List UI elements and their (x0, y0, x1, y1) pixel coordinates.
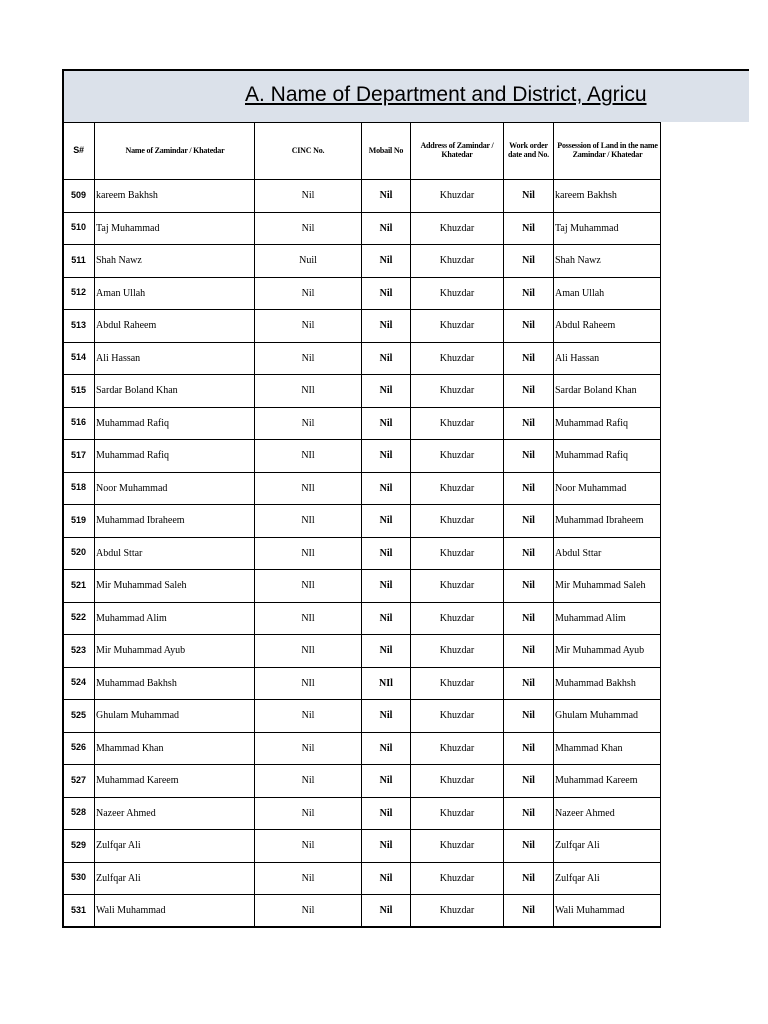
header-cnic: CINC No. (255, 123, 362, 180)
cell-cnic: Nuil (255, 245, 362, 278)
cell-possession: Noor Muhammad (554, 472, 661, 505)
cell-cnic: NIl (255, 505, 362, 538)
cell-possession: Muhammad Bakhsh (554, 667, 661, 700)
cell-mobile: Nil (362, 342, 411, 375)
table-row (63, 310, 661, 343)
cell-cnic: NIl (255, 537, 362, 570)
cell-address: Khuzdar (411, 700, 504, 733)
cell-work-order: Nil (504, 700, 554, 733)
cell-address: Khuzdar (411, 245, 504, 278)
cell-address: Khuzdar (411, 635, 504, 668)
cell-possession: Ghulam Muhammad (554, 700, 661, 733)
cell-cnic: NIl (255, 602, 362, 635)
cell-possession: Muhammad Rafiq (554, 407, 661, 440)
title-banner (62, 69, 749, 122)
cell-possession: kareem Bakhsh (554, 180, 661, 213)
cell-cnic: Nil (255, 407, 362, 440)
cell-address: Khuzdar (411, 505, 504, 538)
cell-address: Khuzdar (411, 375, 504, 408)
table-row (63, 700, 661, 733)
cell-mobile: Nil (362, 635, 411, 668)
cell-cnic: NIl (255, 667, 362, 700)
cell-sn: 511 (63, 245, 95, 278)
cell-sn: 515 (63, 375, 95, 408)
header-address: Address of Zamindar / Khatedar (411, 123, 504, 180)
header-name: Name of Zamindar / Khatedar (95, 123, 255, 180)
cell-work-order: Nil (504, 180, 554, 213)
cell-mobile: Nil (362, 570, 411, 603)
cell-possession: Mhammad Khan (554, 732, 661, 765)
cell-work-order: Nil (504, 212, 554, 245)
cell-name: Nazeer Ahmed (95, 797, 255, 830)
cell-name: kareem Bakhsh (95, 180, 255, 213)
cell-possession: Shah Nawz (554, 245, 661, 278)
cell-sn: 510 (63, 212, 95, 245)
cell-name: Abdul Sttar (95, 537, 255, 570)
cell-possession: Mir Muhammad Ayub (554, 635, 661, 668)
cell-name: Aman Ullah (95, 277, 255, 310)
cell-possession: Sardar Boland Khan (554, 375, 661, 408)
cell-possession: Wali Muhammad (554, 895, 661, 928)
cell-work-order: Nil (504, 245, 554, 278)
cell-address: Khuzdar (411, 732, 504, 765)
cell-address: Khuzdar (411, 667, 504, 700)
cell-cnic: Nil (255, 342, 362, 375)
cell-work-order: Nil (504, 862, 554, 895)
cell-sn: 518 (63, 472, 95, 505)
cell-cnic: NIl (255, 570, 362, 603)
table-row (63, 570, 661, 603)
cell-cnic: Nil (255, 310, 362, 343)
cell-mobile: Nil (362, 732, 411, 765)
table-row (63, 440, 661, 473)
cell-work-order: Nil (504, 765, 554, 798)
cell-possession: Muhammad Kareem (554, 765, 661, 798)
cell-cnic: NIl (255, 472, 362, 505)
cell-mobile: Nil (362, 440, 411, 473)
cell-mobile: Nil (362, 895, 411, 928)
cell-work-order: Nil (504, 310, 554, 343)
cell-name: Shah Nawz (95, 245, 255, 278)
header-work-order: Work order date and No. (504, 123, 554, 180)
cell-work-order: Nil (504, 407, 554, 440)
table-row (63, 862, 661, 895)
cell-sn: 523 (63, 635, 95, 668)
cell-name: Abdul Raheem (95, 310, 255, 343)
cell-mobile: NIl (362, 667, 411, 700)
cell-name: Wali Muhammad (95, 895, 255, 928)
cell-address: Khuzdar (411, 797, 504, 830)
cell-address: Khuzdar (411, 765, 504, 798)
cell-work-order: Nil (504, 505, 554, 538)
table-row (63, 342, 661, 375)
cell-possession: Zulfqar Ali (554, 830, 661, 863)
cell-sn: 522 (63, 602, 95, 635)
cell-sn: 514 (63, 342, 95, 375)
cell-name: Muhammad Rafiq (95, 407, 255, 440)
cell-address: Khuzdar (411, 212, 504, 245)
table-row (63, 407, 661, 440)
cell-work-order: Nil (504, 277, 554, 310)
cell-sn: 517 (63, 440, 95, 473)
table-row (63, 505, 661, 538)
cell-sn: 521 (63, 570, 95, 603)
cell-address: Khuzdar (411, 342, 504, 375)
cell-possession: Muhammad Ibraheem (554, 505, 661, 538)
cell-name: Mir Muhammad Ayub (95, 635, 255, 668)
cell-mobile: Nil (362, 310, 411, 343)
cell-mobile: Nil (362, 537, 411, 570)
cell-name: Muhammad Alim (95, 602, 255, 635)
cell-name: Noor Muhammad (95, 472, 255, 505)
data-sheet (62, 122, 660, 928)
cell-cnic: NIl (255, 375, 362, 408)
cell-mobile: Nil (362, 602, 411, 635)
cell-work-order: Nil (504, 830, 554, 863)
cell-mobile: Nil (362, 862, 411, 895)
cell-work-order: Nil (504, 895, 554, 928)
table-row (63, 212, 661, 245)
cell-sn: 512 (63, 277, 95, 310)
cell-work-order: Nil (504, 667, 554, 700)
cell-address: Khuzdar (411, 895, 504, 928)
table-row (63, 537, 661, 570)
cell-work-order: Nil (504, 797, 554, 830)
cell-sn: 528 (63, 797, 95, 830)
cell-sn: 525 (63, 700, 95, 733)
cell-possession: Abdul Sttar (554, 537, 661, 570)
cell-sn: 519 (63, 505, 95, 538)
cell-name: Zulfqar Ali (95, 830, 255, 863)
cell-possession: Nazeer Ahmed (554, 797, 661, 830)
table-row (63, 245, 661, 278)
cell-cnic: Nil (255, 895, 362, 928)
cell-possession: Zulfqar Ali (554, 862, 661, 895)
cell-possession: Abdul Raheem (554, 310, 661, 343)
cell-name: Muhammad Kareem (95, 765, 255, 798)
page-title: A. Name of Department and District, Agricu (245, 83, 647, 106)
cell-sn: 513 (63, 310, 95, 343)
cell-address: Khuzdar (411, 407, 504, 440)
cell-work-order: Nil (504, 732, 554, 765)
cell-sn: 530 (63, 862, 95, 895)
cell-mobile: Nil (362, 277, 411, 310)
cell-work-order: Nil (504, 472, 554, 505)
table-row (63, 765, 661, 798)
cell-sn: 509 (63, 180, 95, 213)
cell-cnic: Nil (255, 212, 362, 245)
cell-name: Taj Muhammad (95, 212, 255, 245)
cell-work-order: Nil (504, 602, 554, 635)
table-row (63, 375, 661, 408)
cell-name: Sardar Boland Khan (95, 375, 255, 408)
zamindar-table (62, 122, 661, 928)
cell-name: Ali Hassan (95, 342, 255, 375)
cell-cnic: NIl (255, 635, 362, 668)
cell-sn: 516 (63, 407, 95, 440)
cell-address: Khuzdar (411, 830, 504, 863)
cell-possession: Ali Hassan (554, 342, 661, 375)
header-sn: S# (63, 123, 95, 180)
cell-address: Khuzdar (411, 472, 504, 505)
cell-name: Muhammad Bakhsh (95, 667, 255, 700)
cell-sn: 529 (63, 830, 95, 863)
cell-possession: Muhammad Rafiq (554, 440, 661, 473)
cell-address: Khuzdar (411, 537, 504, 570)
cell-mobile: Nil (362, 830, 411, 863)
table-row (63, 602, 661, 635)
cell-name: Muhammad Ibraheem (95, 505, 255, 538)
cell-cnic: Nil (255, 700, 362, 733)
cell-address: Khuzdar (411, 310, 504, 343)
header-possession: Possession of Land in the name Zamindar / Khatedar (554, 123, 661, 180)
cell-cnic: Nil (255, 765, 362, 798)
table-row (63, 472, 661, 505)
cell-cnic: NIl (255, 440, 362, 473)
cell-mobile: Nil (362, 505, 411, 538)
cell-work-order: Nil (504, 537, 554, 570)
cell-mobile: Nil (362, 797, 411, 830)
cell-mobile: Nil (362, 245, 411, 278)
table-header-row (63, 123, 661, 180)
cell-mobile: Nil (362, 765, 411, 798)
cell-sn: 520 (63, 537, 95, 570)
cell-cnic: Nil (255, 180, 362, 213)
cell-sn: 527 (63, 765, 95, 798)
cell-sn: 531 (63, 895, 95, 928)
header-mobile: Mobail No (362, 123, 411, 180)
cell-mobile: Nil (362, 472, 411, 505)
cell-mobile: Nil (362, 700, 411, 733)
table-row (63, 667, 661, 700)
table-row (63, 797, 661, 830)
cell-sn: 524 (63, 667, 95, 700)
cell-cnic: Nil (255, 732, 362, 765)
cell-address: Khuzdar (411, 440, 504, 473)
cell-work-order: Nil (504, 375, 554, 408)
cell-name: Ghulam Muhammad (95, 700, 255, 733)
cell-work-order: Nil (504, 570, 554, 603)
cell-cnic: Nil (255, 277, 362, 310)
cell-work-order: Nil (504, 635, 554, 668)
cell-possession: Mir Muhammad Saleh (554, 570, 661, 603)
cell-mobile: Nil (362, 180, 411, 213)
cell-address: Khuzdar (411, 277, 504, 310)
cell-name: Muhammad Rafiq (95, 440, 255, 473)
table-row (63, 830, 661, 863)
table-row (63, 895, 661, 928)
cell-cnic: Nil (255, 862, 362, 895)
cell-work-order: Nil (504, 342, 554, 375)
cell-name: Mir Muhammad Saleh (95, 570, 255, 603)
table-row (63, 732, 661, 765)
cell-name: Mhammad Khan (95, 732, 255, 765)
cell-mobile: Nil (362, 407, 411, 440)
cell-name: Zulfqar Ali (95, 862, 255, 895)
cell-sn: 526 (63, 732, 95, 765)
cell-address: Khuzdar (411, 180, 504, 213)
cell-address: Khuzdar (411, 570, 504, 603)
cell-possession: Muhammad Alim (554, 602, 661, 635)
cell-address: Khuzdar (411, 862, 504, 895)
cell-work-order: Nil (504, 440, 554, 473)
table-row (63, 277, 661, 310)
cell-mobile: Nil (362, 375, 411, 408)
cell-possession: Aman Ullah (554, 277, 661, 310)
table-row (63, 180, 661, 213)
cell-cnic: Nil (255, 797, 362, 830)
cell-possession: Taj Muhammad (554, 212, 661, 245)
table-row (63, 635, 661, 668)
cell-cnic: Nil (255, 830, 362, 863)
cell-address: Khuzdar (411, 602, 504, 635)
cell-mobile: Nil (362, 212, 411, 245)
